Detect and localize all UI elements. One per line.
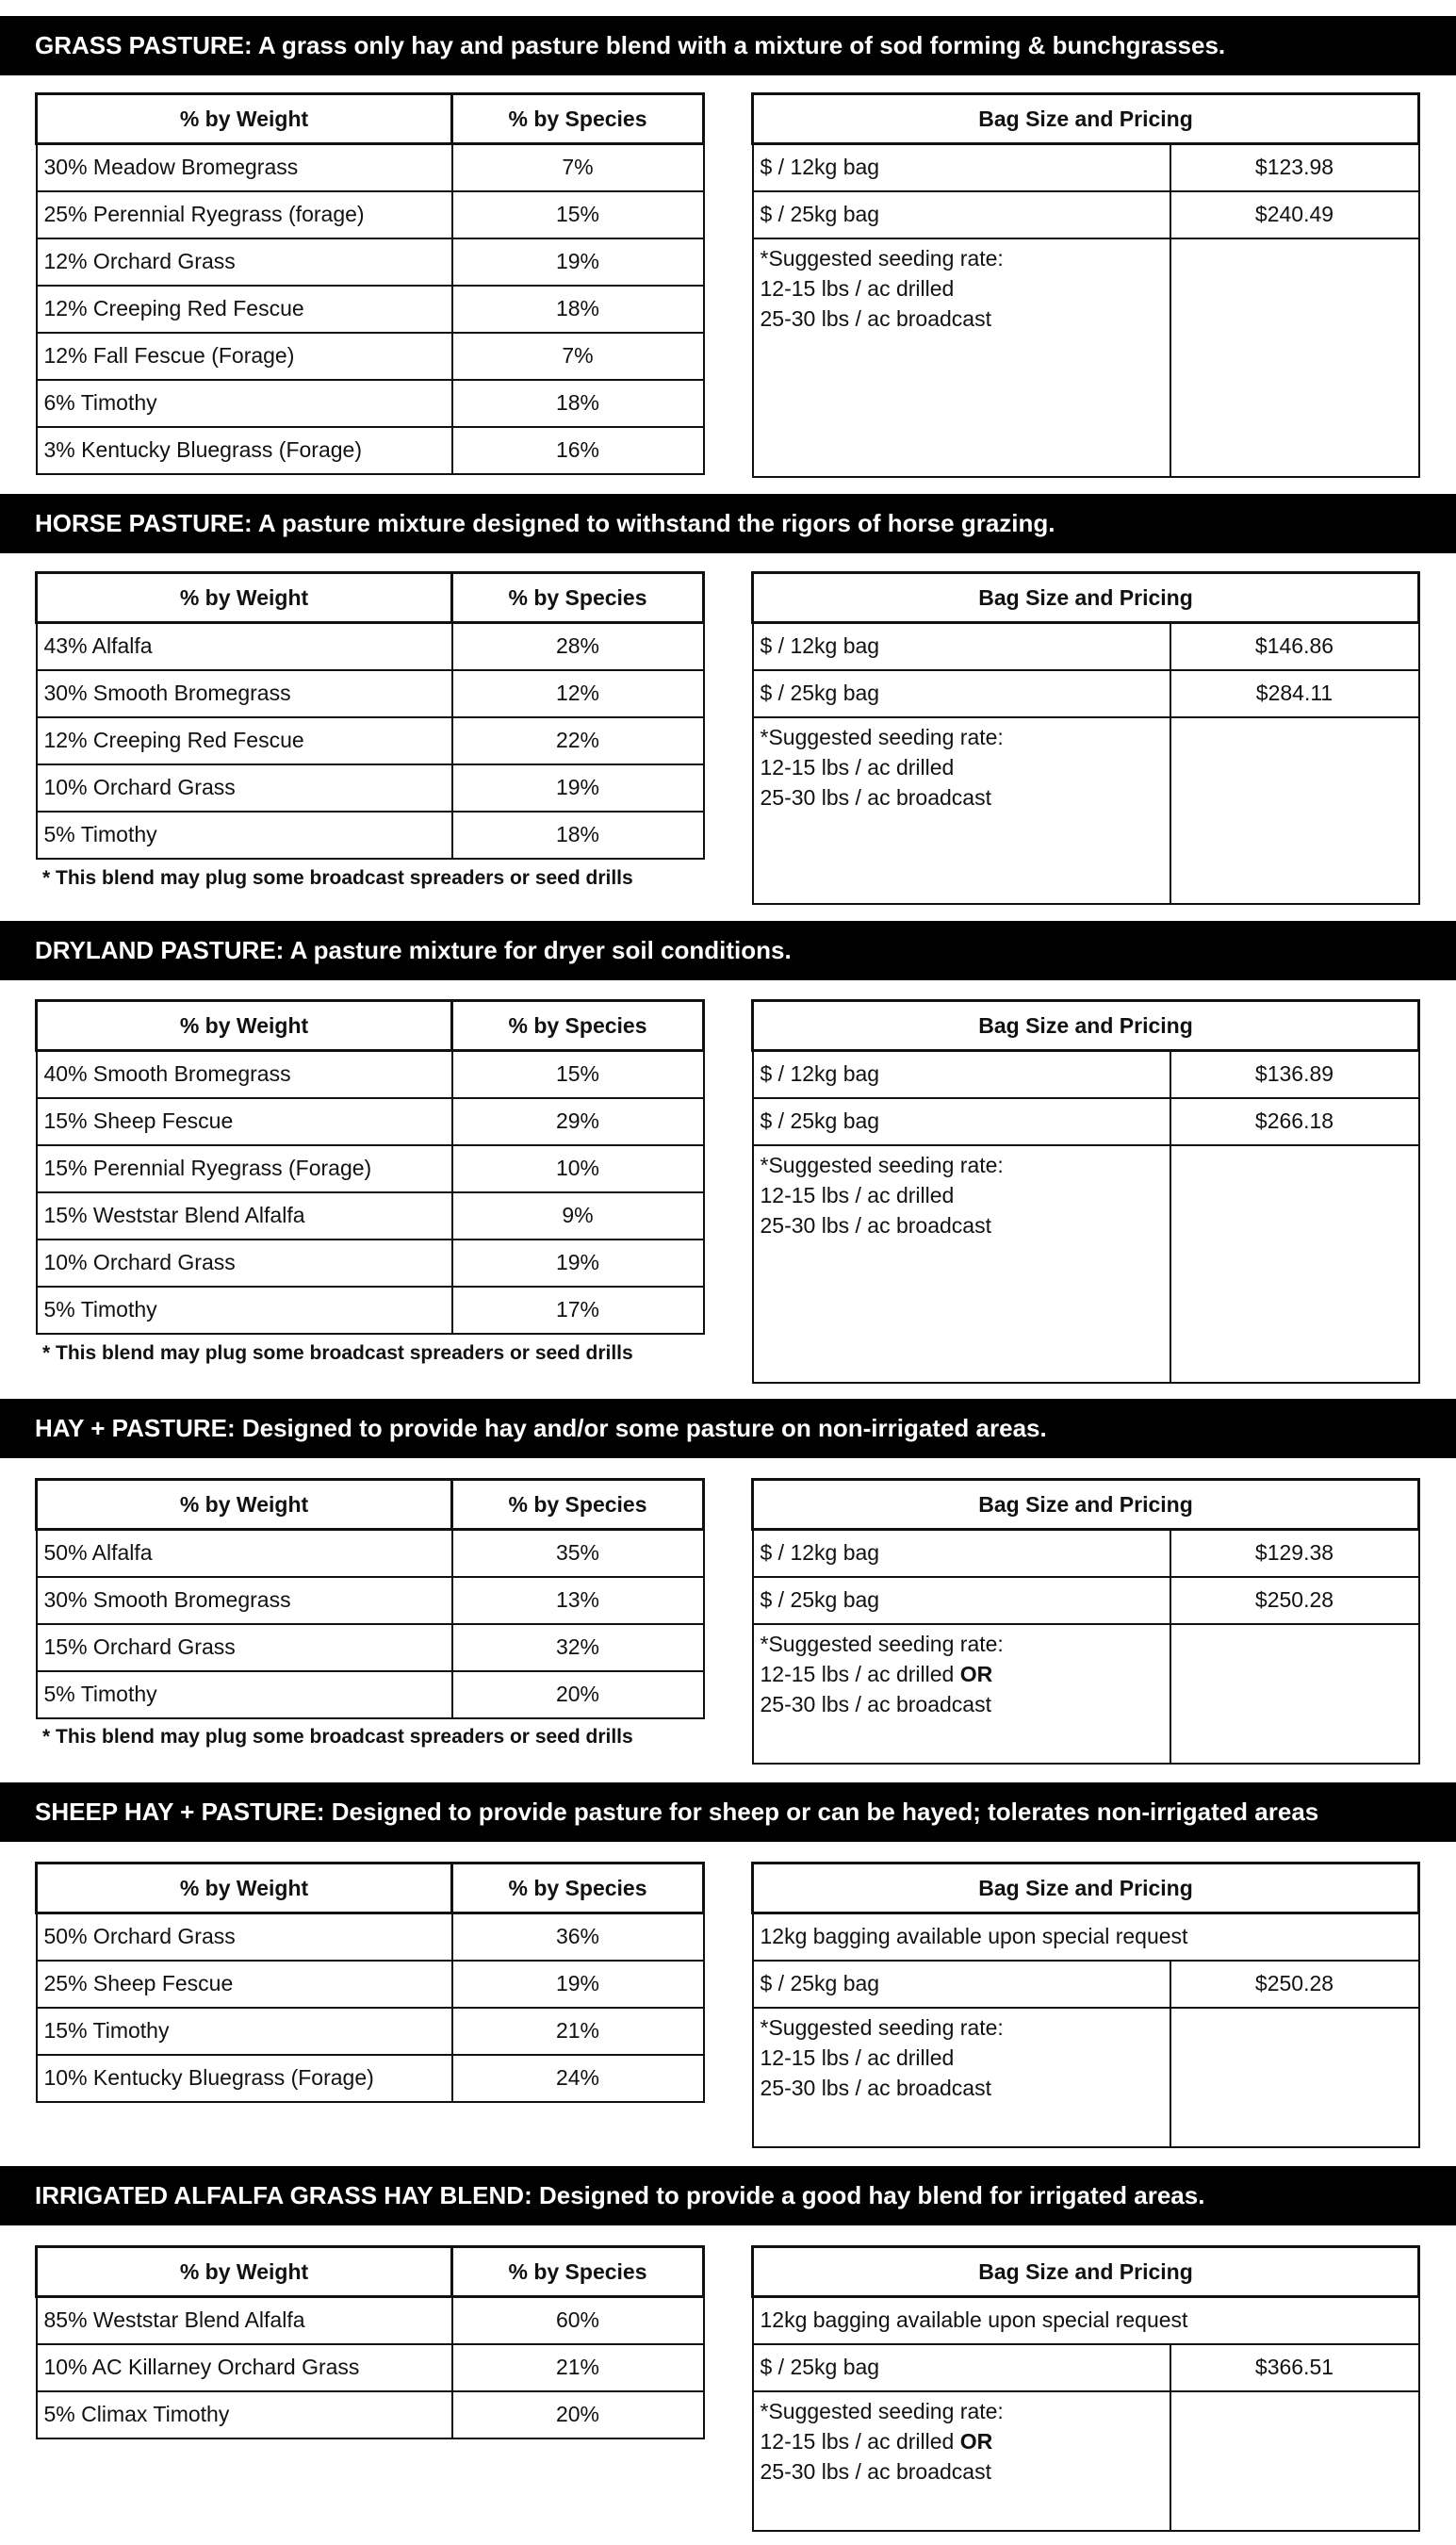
seeding-rate-row bbox=[753, 1145, 1419, 1383]
seeding-rate-drilled: 12-15 lbs / ac drilled bbox=[760, 2428, 955, 2454]
species-cell: 13% bbox=[452, 1577, 704, 1624]
pricing-header: Bag Size and Pricing bbox=[753, 1001, 1419, 1051]
table-row bbox=[37, 1577, 704, 1624]
seeding-rate-drilled-line bbox=[761, 2426, 1170, 2456]
seeding-rate-drilled: 12-15 lbs / ac drilled bbox=[760, 2044, 955, 2070]
species-cell: 20% bbox=[452, 1671, 704, 1718]
table-row bbox=[37, 1913, 704, 1961]
species-cell: 21% bbox=[452, 2008, 704, 2055]
blend-note: * This blend may plug some broadcast spreaders or seed drills bbox=[42, 1342, 633, 1364]
weight-cell: 43% Alfalfa bbox=[37, 623, 452, 670]
composition-table bbox=[35, 1478, 705, 1719]
seeding-rate-row bbox=[753, 238, 1419, 477]
seeding-rate-label: *Suggested seeding rate: bbox=[760, 2398, 1004, 2423]
table-row bbox=[37, 1145, 704, 1192]
seeding-rate-drilled: 12-15 lbs / ac drilled bbox=[760, 1661, 955, 1686]
weight-cell: 10% Orchard Grass bbox=[37, 764, 452, 812]
seeding-rate bbox=[753, 238, 1170, 477]
table-row bbox=[37, 333, 704, 380]
species-header: % by Species bbox=[452, 1864, 704, 1913]
seeding-rate-drilled: 12-15 lbs / ac drilled bbox=[760, 1182, 955, 1207]
table-row bbox=[37, 670, 704, 717]
species-cell: 7% bbox=[452, 144, 704, 191]
species-cell: 36% bbox=[452, 1913, 704, 1961]
weight-cell: 15% Sheep Fescue bbox=[37, 1098, 452, 1145]
table-row bbox=[37, 2008, 704, 2055]
weight-header: % by Weight bbox=[37, 1001, 452, 1051]
weight-cell: 85% Weststar Blend Alfalfa bbox=[37, 2297, 452, 2344]
seeding-rate bbox=[753, 2008, 1170, 2147]
seeding-rate-broadcast: 25-30 lbs / ac broadcast bbox=[760, 1691, 991, 1716]
composition-table bbox=[35, 2245, 705, 2439]
pricing-table bbox=[751, 571, 1420, 905]
species-cell: 18% bbox=[452, 286, 704, 333]
empty-cell bbox=[1170, 717, 1419, 904]
seeding-rate-label: *Suggested seeding rate: bbox=[760, 2014, 1004, 2040]
species-cell: 15% bbox=[452, 1051, 704, 1098]
price-row-25kg bbox=[753, 1098, 1419, 1145]
seeding-rate bbox=[753, 1624, 1170, 1764]
bag-size-label: $ / 25kg bag bbox=[753, 1961, 1170, 2008]
pricing-table bbox=[751, 92, 1420, 478]
weight-cell: 12% Creeping Red Fescue bbox=[37, 717, 452, 764]
pricing-table bbox=[751, 2245, 1420, 2532]
pricing-header: Bag Size and Pricing bbox=[753, 1864, 1419, 1913]
seeding-rate bbox=[753, 717, 1170, 904]
blend-title: HORSE PASTURE: A pasture mixture designed to withstand the rigors of horse grazing. bbox=[0, 494, 1456, 553]
price-row-25kg bbox=[753, 1577, 1419, 1624]
species-cell: 24% bbox=[452, 2055, 704, 2102]
seeding-rate-label: *Suggested seeding rate: bbox=[760, 1631, 1004, 1656]
weight-cell: 25% Perennial Ryegrass (forage) bbox=[37, 191, 452, 238]
species-cell: 20% bbox=[452, 2391, 704, 2438]
species-cell: 19% bbox=[452, 1961, 704, 2008]
blend-title: HAY + PASTURE: Designed to provide hay and/or some pasture on non-irrigated areas. bbox=[0, 1399, 1456, 1458]
price-value: $266.18 bbox=[1170, 1098, 1419, 1145]
seeding-rate-drilled: 12-15 lbs / ac drilled bbox=[760, 754, 955, 780]
bag-size-label: $ / 25kg bag bbox=[753, 1577, 1170, 1624]
species-cell: 17% bbox=[452, 1287, 704, 1334]
table-row bbox=[37, 238, 704, 286]
species-cell: 60% bbox=[452, 2297, 704, 2344]
weight-cell: 30% Meadow Bromegrass bbox=[37, 144, 452, 191]
price-row-12kg bbox=[753, 1530, 1419, 1577]
weight-cell: 50% Alfalfa bbox=[37, 1530, 452, 1577]
seeding-rate-row bbox=[753, 717, 1419, 904]
table-row bbox=[37, 1530, 704, 1577]
seeding-rate bbox=[753, 1145, 1170, 1383]
weight-cell: 12% Orchard Grass bbox=[37, 238, 452, 286]
table-row bbox=[37, 2344, 704, 2391]
weight-cell: 15% Orchard Grass bbox=[37, 1624, 452, 1671]
pricing-header: Bag Size and Pricing bbox=[753, 94, 1419, 144]
table-row bbox=[37, 191, 704, 238]
seeding-rate bbox=[753, 2391, 1170, 2531]
empty-cell bbox=[1170, 1145, 1419, 1383]
species-cell: 19% bbox=[452, 1240, 704, 1287]
pricing-table bbox=[751, 999, 1420, 1384]
price-value: $240.49 bbox=[1170, 191, 1419, 238]
seeding-rate-drilled-line bbox=[761, 1659, 1170, 1689]
weight-header: % by Weight bbox=[37, 94, 452, 144]
seeding-rate-row bbox=[753, 2391, 1419, 2531]
seeding-rate-label: *Suggested seeding rate: bbox=[760, 1152, 1004, 1177]
special-request-row bbox=[753, 2297, 1419, 2344]
table-row bbox=[37, 1240, 704, 1287]
blend-title: GRASS PASTURE: A grass only hay and pasture blend with a mixture of sod forming & bunchgrasses. bbox=[0, 16, 1456, 75]
table-row bbox=[37, 2055, 704, 2102]
blend-title: IRRIGATED ALFALFA GRASS HAY BLEND: Designed to provide a good hay blend for irrigated areas. bbox=[0, 2166, 1456, 2225]
bag-size-label: $ / 25kg bag bbox=[753, 191, 1170, 238]
weight-header: % by Weight bbox=[37, 1864, 452, 1913]
composition-table bbox=[35, 92, 705, 475]
species-header: % by Species bbox=[452, 2247, 704, 2297]
species-cell: 22% bbox=[452, 717, 704, 764]
species-cell: 21% bbox=[452, 2344, 704, 2391]
seeding-rate-or: OR bbox=[959, 2428, 993, 2454]
bag-size-label: $ / 12kg bag bbox=[753, 1530, 1170, 1577]
table-row bbox=[37, 764, 704, 812]
pricing-table bbox=[751, 1478, 1420, 1765]
bag-size-label: $ / 25kg bag bbox=[753, 1098, 1170, 1145]
species-cell: 32% bbox=[452, 1624, 704, 1671]
empty-cell bbox=[1170, 1624, 1419, 1764]
weight-cell: 25% Sheep Fescue bbox=[37, 1961, 452, 2008]
table-row bbox=[37, 2391, 704, 2438]
weight-cell: 30% Smooth Bromegrass bbox=[37, 670, 452, 717]
weight-cell: 15% Weststar Blend Alfalfa bbox=[37, 1192, 452, 1240]
price-value: $129.38 bbox=[1170, 1530, 1419, 1577]
bag-size-label: $ / 12kg bag bbox=[753, 144, 1170, 191]
table-row bbox=[37, 1192, 704, 1240]
price-row-25kg bbox=[753, 191, 1419, 238]
species-cell: 7% bbox=[452, 333, 704, 380]
species-cell: 29% bbox=[452, 1098, 704, 1145]
weight-cell: 12% Creeping Red Fescue bbox=[37, 286, 452, 333]
seeding-rate-or: OR bbox=[959, 1661, 993, 1686]
weight-cell: 6% Timothy bbox=[37, 380, 452, 427]
weight-cell: 5% Timothy bbox=[37, 1287, 452, 1334]
bag-size-label: $ / 12kg bag bbox=[753, 623, 1170, 670]
species-cell: 28% bbox=[452, 623, 704, 670]
seeding-rate-drilled: 12-15 lbs / ac drilled bbox=[760, 275, 955, 301]
price-value: $366.51 bbox=[1170, 2344, 1419, 2391]
seeding-rate-broadcast: 25-30 lbs / ac broadcast bbox=[760, 305, 991, 331]
composition-table bbox=[35, 1862, 705, 2103]
blend-note: * This blend may plug some broadcast spreaders or seed drills bbox=[42, 867, 633, 889]
species-cell: 18% bbox=[452, 812, 704, 859]
bag-size-label: $ / 25kg bag bbox=[753, 670, 1170, 717]
special-request-note: 12kg bagging available upon special request bbox=[753, 1913, 1419, 1961]
table-row bbox=[37, 427, 704, 474]
table-row bbox=[37, 380, 704, 427]
table-row bbox=[37, 286, 704, 333]
weight-cell: 50% Orchard Grass bbox=[37, 1913, 452, 1961]
weight-cell: 15% Timothy bbox=[37, 2008, 452, 2055]
species-header: % by Species bbox=[452, 1001, 704, 1051]
seeding-rate-broadcast: 25-30 lbs / ac broadcast bbox=[760, 2458, 991, 2484]
table-row bbox=[37, 2297, 704, 2344]
weight-cell: 12% Fall Fescue (Forage) bbox=[37, 333, 452, 380]
price-value: $250.28 bbox=[1170, 1961, 1419, 2008]
seeding-rate-broadcast: 25-30 lbs / ac broadcast bbox=[760, 784, 991, 810]
table-row bbox=[37, 1624, 704, 1671]
blend-title: DRYLAND PASTURE: A pasture mixture for dryer soil conditions. bbox=[0, 921, 1456, 980]
seeding-rate-row bbox=[753, 1624, 1419, 1764]
pricing-header: Bag Size and Pricing bbox=[753, 573, 1419, 623]
weight-cell: 5% Timothy bbox=[37, 812, 452, 859]
price-row-12kg bbox=[753, 144, 1419, 191]
empty-cell bbox=[1170, 2391, 1419, 2531]
weight-header: % by Weight bbox=[37, 2247, 452, 2297]
seeding-rate-label: *Suggested seeding rate: bbox=[760, 724, 1004, 749]
weight-cell: 3% Kentucky Bluegrass (Forage) bbox=[37, 427, 452, 474]
price-value: $250.28 bbox=[1170, 1577, 1419, 1624]
special-request-note: 12kg bagging available upon special request bbox=[753, 2297, 1419, 2344]
price-value: $146.86 bbox=[1170, 623, 1419, 670]
species-cell: 35% bbox=[452, 1530, 704, 1577]
seeding-rate-row bbox=[753, 2008, 1419, 2147]
weight-cell: 40% Smooth Bromegrass bbox=[37, 1051, 452, 1098]
table-row bbox=[37, 1051, 704, 1098]
table-row bbox=[37, 623, 704, 670]
empty-cell bbox=[1170, 2008, 1419, 2147]
price-row-12kg bbox=[753, 1051, 1419, 1098]
special-request-row bbox=[753, 1913, 1419, 1961]
seeding-rate-broadcast: 25-30 lbs / ac broadcast bbox=[760, 2075, 991, 2100]
table-row bbox=[37, 1287, 704, 1334]
species-header: % by Species bbox=[452, 94, 704, 144]
table-row bbox=[37, 812, 704, 859]
species-cell: 10% bbox=[452, 1145, 704, 1192]
species-cell: 19% bbox=[452, 764, 704, 812]
species-cell: 9% bbox=[452, 1192, 704, 1240]
weight-cell: 10% Orchard Grass bbox=[37, 1240, 452, 1287]
species-header: % by Species bbox=[452, 1480, 704, 1530]
table-row bbox=[37, 1098, 704, 1145]
weight-cell: 5% Timothy bbox=[37, 1671, 452, 1718]
table-row bbox=[37, 717, 704, 764]
composition-table bbox=[35, 571, 705, 860]
table-row bbox=[37, 1671, 704, 1718]
weight-cell: 30% Smooth Bromegrass bbox=[37, 1577, 452, 1624]
seeding-rate-label: *Suggested seeding rate: bbox=[760, 245, 1004, 271]
weight-cell: 15% Perennial Ryegrass (Forage) bbox=[37, 1145, 452, 1192]
species-cell: 15% bbox=[452, 191, 704, 238]
weight-header: % by Weight bbox=[37, 1480, 452, 1530]
species-cell: 18% bbox=[452, 380, 704, 427]
table-row bbox=[37, 1961, 704, 2008]
weight-cell: 10% Kentucky Bluegrass (Forage) bbox=[37, 2055, 452, 2102]
species-header: % by Species bbox=[452, 573, 704, 623]
bag-size-label: $ / 12kg bag bbox=[753, 1051, 1170, 1098]
price-value: $136.89 bbox=[1170, 1051, 1419, 1098]
price-row-25kg bbox=[753, 2344, 1419, 2391]
price-value: $284.11 bbox=[1170, 670, 1419, 717]
species-cell: 19% bbox=[452, 238, 704, 286]
pricing-header: Bag Size and Pricing bbox=[753, 1480, 1419, 1530]
price-value: $123.98 bbox=[1170, 144, 1419, 191]
price-row-25kg bbox=[753, 1961, 1419, 2008]
price-row-25kg bbox=[753, 670, 1419, 717]
price-row-12kg bbox=[753, 623, 1419, 670]
table-row bbox=[37, 144, 704, 191]
blend-title: SHEEP HAY + PASTURE: Designed to provide pasture for sheep or can be hayed; tolerates non-irrigated areas bbox=[0, 1782, 1456, 1842]
blend-note: * This blend may plug some broadcast spreaders or seed drills bbox=[42, 1726, 633, 1748]
pricing-header: Bag Size and Pricing bbox=[753, 2247, 1419, 2297]
composition-table bbox=[35, 999, 705, 1335]
pricing-table bbox=[751, 1862, 1420, 2148]
seeding-rate-broadcast: 25-30 lbs / ac broadcast bbox=[760, 1212, 991, 1238]
empty-cell bbox=[1170, 238, 1419, 477]
weight-cell: 10% AC Killarney Orchard Grass bbox=[37, 2344, 452, 2391]
bag-size-label: $ / 25kg bag bbox=[753, 2344, 1170, 2391]
weight-header: % by Weight bbox=[37, 573, 452, 623]
species-cell: 12% bbox=[452, 670, 704, 717]
species-cell: 16% bbox=[452, 427, 704, 474]
weight-cell: 5% Climax Timothy bbox=[37, 2391, 452, 2438]
